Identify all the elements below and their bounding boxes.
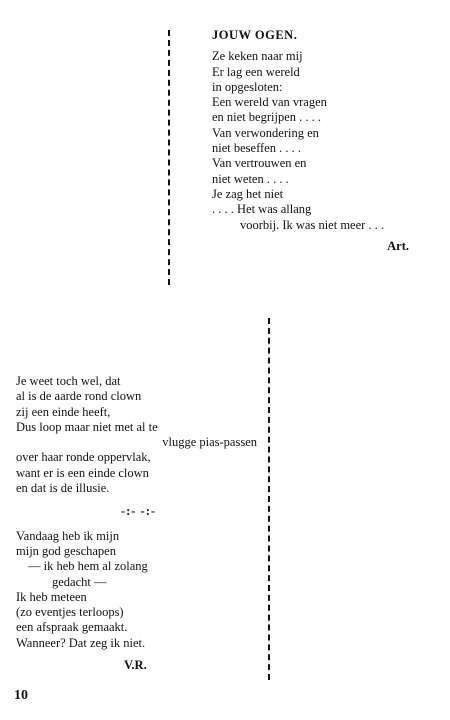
poem-line: Je weet toch wel, dat <box>16 374 121 388</box>
poem-line: Je zag het niet <box>212 186 284 201</box>
poem-line: — ik heb hem al zolang <box>28 559 148 574</box>
poem-clown <box>16 374 261 651</box>
poem-line: en niet begrijpen . . . . <box>212 110 321 125</box>
poem-line: want er is een einde clown <box>16 465 149 480</box>
poem-line: niet weten . . . . <box>212 171 289 186</box>
poem-line: al is de aarde rond clown <box>16 389 142 404</box>
poem-line: Vandaag heb ik mijn <box>16 528 120 543</box>
poem-line: een afspraak gemaakt. <box>16 620 128 635</box>
poem-line: Ik heb meteen <box>16 589 87 604</box>
poem-line: en dat is de illusie. <box>16 481 110 496</box>
poem-line: Wanneer? Dat zeg ik niet. <box>16 635 146 650</box>
poem-signature: V.R. <box>124 658 147 672</box>
poem-line: Een wereld van vragen <box>212 95 327 110</box>
poem-line: Ze keken naar mij <box>212 49 303 64</box>
column-divider-bottom <box>268 318 270 680</box>
poem-signature: Art. <box>387 238 409 253</box>
poem-line: over haar ronde oppervlak, <box>16 450 151 465</box>
poem-title: JOUW OGEN. <box>212 28 298 42</box>
poem-line: vlugge pias-passen <box>162 435 257 450</box>
poem-line: mijn god geschapen <box>16 543 116 558</box>
poem-line: zij een einde heeft, <box>16 404 111 419</box>
poem-line: voorbij. Ik was niet meer . . . <box>240 217 385 232</box>
poem-line: . . . . Het was allang <box>212 202 312 217</box>
page-number: 10 <box>14 688 28 703</box>
poem-line: Van vertrouwen en <box>212 156 307 171</box>
poem-line: niet beseffen . . . . <box>212 141 301 156</box>
poem-line: Van verwondering en <box>212 125 319 140</box>
column-divider-top <box>168 30 170 285</box>
poem-line: in opgesloten: <box>212 79 283 94</box>
poem-line: gedacht — <box>52 574 107 589</box>
stanza-separator: -:- -:- <box>120 504 157 519</box>
poem-line: (zo eventjes terloops) <box>16 605 124 620</box>
poem-jouw-ogen <box>212 28 437 254</box>
poem-line: Er lag een wereld <box>212 64 300 79</box>
poem-line: Dus loop maar niet met al te <box>16 419 158 434</box>
